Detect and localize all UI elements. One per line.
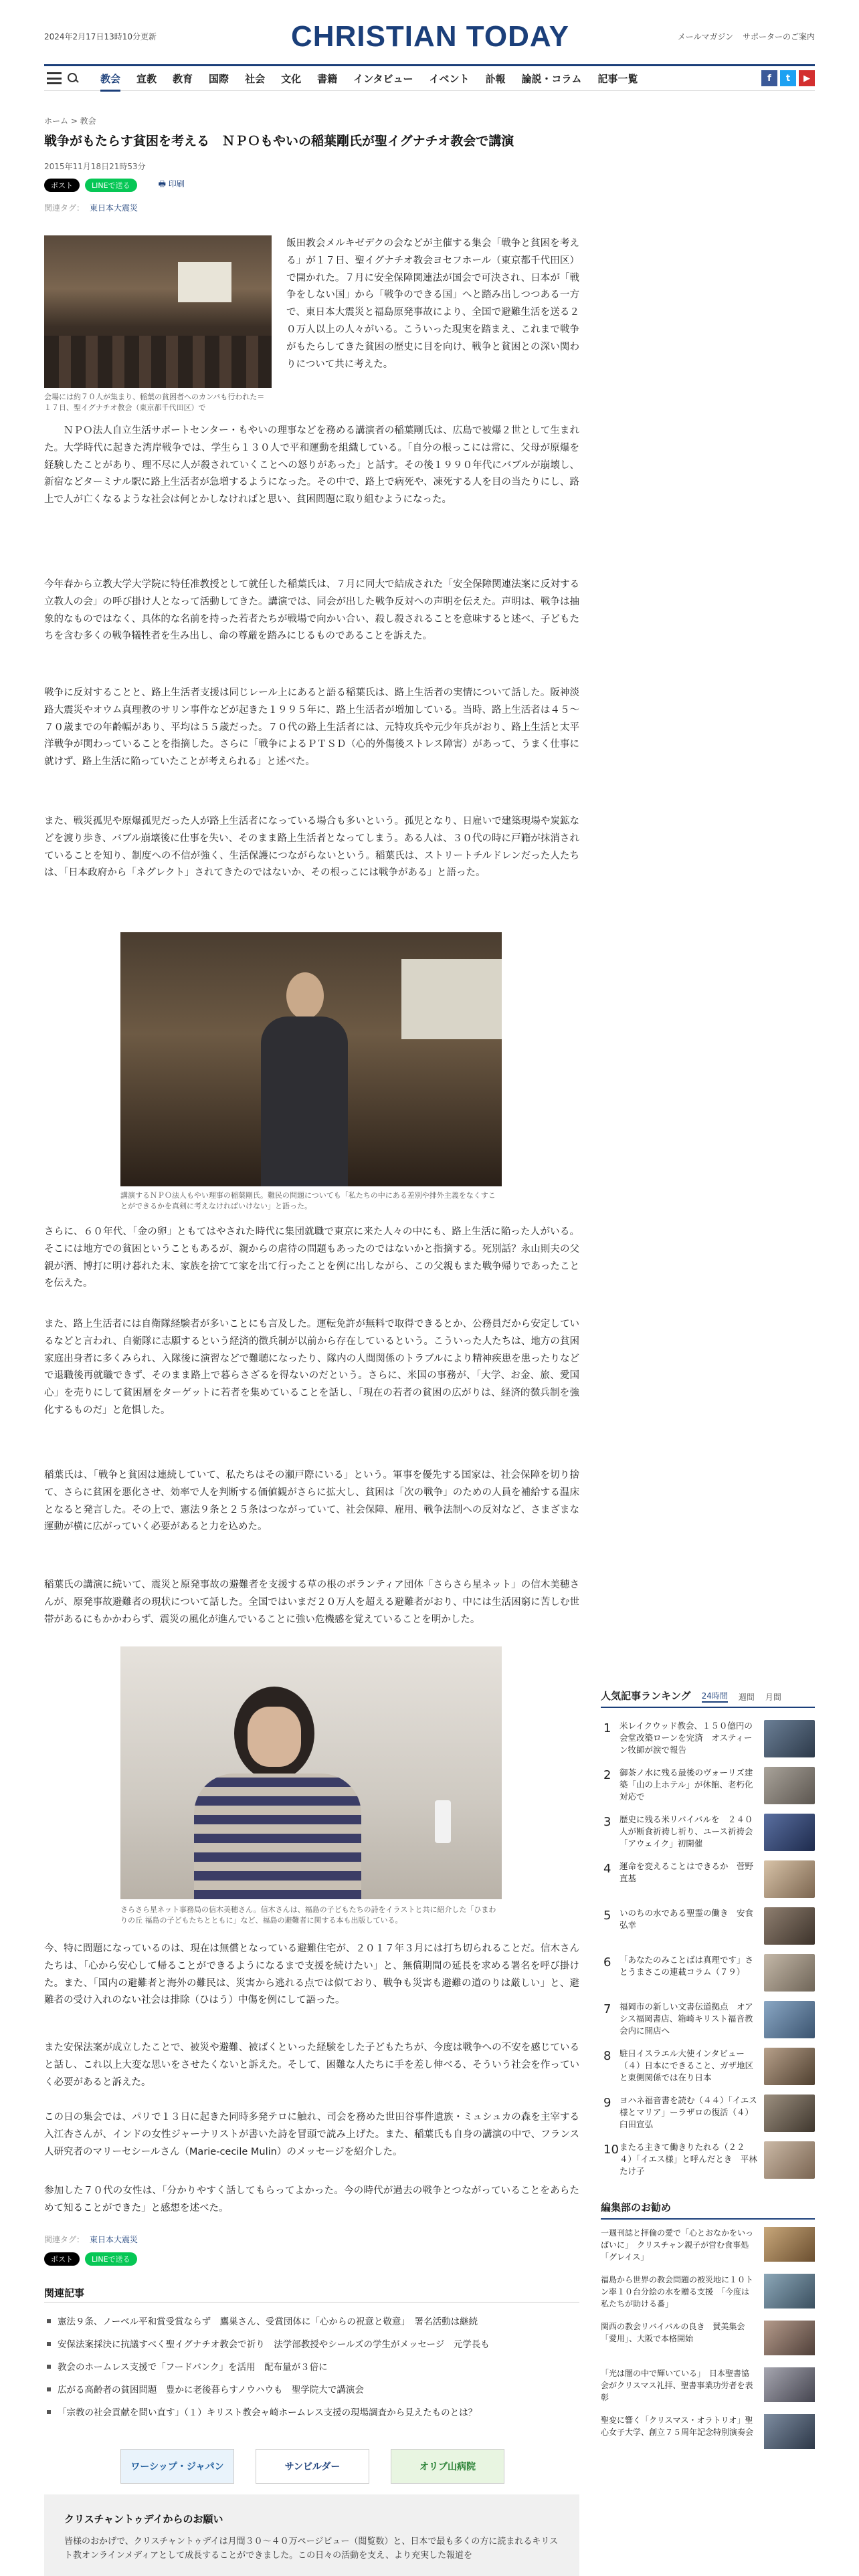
rank-number: 3 (603, 1815, 611, 1829)
main-nav (44, 64, 815, 91)
rank-thumbnail (764, 2001, 815, 2038)
tab-24h[interactable]: 24時間 (702, 1690, 728, 1703)
paragraph: 今、特に問題になっているのは、現在は無償となっている避難住宅が、２０１７年３月には打ち切られることだ。信木さんたちは、「心から安心して帰ることができるようになるまで支援を続けたい」と、無償期間の延長を求める署名を呼び掛けた。また、「国内の避難者と海外の難民は、災害から逃れる点では似ており、戦争も災害も避難の道のりは厳しい」と、避難者の受け入れのない社会は排除（ひはう）中傷を例にして語った。 (44, 1943, 579, 2006)
twitter-icon[interactable]: t (780, 70, 796, 86)
speaker2-sweater (194, 1774, 361, 1899)
recommend-thumbnail (764, 2274, 815, 2309)
rank-thumbnail (764, 1860, 815, 1898)
ad-banner[interactable]: ワーシップ・ジャパン (120, 2449, 234, 2484)
update-date: 2024年2月17日13時10分更新 (44, 32, 157, 41)
speaker2-face (248, 1707, 301, 1767)
projector-screen (178, 262, 231, 302)
recommend-item[interactable] (601, 2227, 815, 2267)
photo-caption: 会場には約７０人が集まり、稲葉の貧困者へのカンパも行われた＝１７日、聖イグナチオ教会（東京都千代田区）で (44, 393, 265, 412)
nav-item-column[interactable]: 論説・コラム (521, 72, 582, 85)
top-links (671, 31, 815, 42)
ranking-header (601, 1685, 815, 1708)
water-bottle (435, 1800, 451, 1843)
share-bar (44, 178, 185, 192)
appeal-body: 皆様のおかげで、クリスチャントゥデイは月間３０〜４０万ページビュー（閲覧数）と、日本で最も多くの方に読まれるキリスト教オンラインメディアとして成長することができました。この日々の活動を支え、より充実した報道を (64, 2537, 559, 2561)
tab-monthly[interactable]: 月間 (765, 1693, 781, 1702)
speaker-photo (120, 932, 502, 1186)
nav-item-interview[interactable]: インタビュー (353, 72, 413, 85)
nav-item-international[interactable]: 国際 (209, 72, 229, 85)
rank-title: いのちの水である聖霊の働き 安食弘幸 (619, 1908, 754, 1931)
menu-icon[interactable] (47, 72, 62, 84)
rank-number: 8 (603, 2049, 611, 2063)
rank-title: 歴史に残る米リバイバルを ２４０人が断食祈祷し祈り、ユース祈祷会「アウェイク」初開催 (619, 1814, 753, 1849)
nav-item-society[interactable]: 社会 (245, 72, 266, 85)
audience-photo (44, 235, 272, 388)
nav-item-mission[interactable]: 宣教 (136, 72, 157, 85)
rank-title: 運命を変えることはできるか 菅野直基 (619, 1861, 754, 1884)
ranking-item[interactable] (601, 2001, 815, 2042)
paragraph: 飯田教会メルキゼデクの会などが主催する集会「戦争と貧困を考える」が１７日、聖イグナチオ教会ヨセフホール（東京都千代田区）で開かれた。７月に安全保障関連法が国会で可決され、日本が「戦争をしない国」から「戦争のできる国」へと踏み出しつつある一方で、東日本大震災と福島原発事故により、全国で避難生活を送る２０万人以上の人々がいる。こういった現実を踏まえ、これまで戦争がもたらしてきた貧困の歴史に目を向け、戦争と貧困との深い関わりについて共に考えた。 (286, 238, 579, 370)
rank-thumbnail (764, 2048, 815, 2085)
ranking-item[interactable] (601, 1860, 815, 1902)
supporter-link[interactable]: サポーターのご案内 (742, 32, 815, 41)
rank-number: 6 (603, 1955, 611, 1969)
recommend-title: 「光は闇の中で輝いている」 日本聖書協会がクリスマス礼拝、聖書事業功労者を表彰 (601, 2369, 753, 2402)
rank-thumbnail (764, 1814, 815, 1851)
related-link[interactable]: 「宗教の社会貢献を問い直す」（１）キリスト教会ャ崎ホームレス支援の現場調査から見えたものとは？ (44, 2405, 579, 2418)
paragraph: 稲葉氏の講演に続いて、震災と原発事故の避難者を支援する草の根のボランティア団体「さらさら星ネット」の信木美穂さんが、原発事故避難者の現状について話した。全国ではいまだ２０万人を超える避難者がおり、中には生活困窮に苦しむ世帯があるにもかかわらず、震災の風化が進んでいることに強い危機感を覚えていることを明かした。 (44, 1580, 579, 1625)
rank-number: 9 (603, 2096, 611, 2110)
rank-number: 7 (603, 2002, 611, 2016)
related-link[interactable]: 教会のホームレス支援で「フードバンク」を活用 配布量が３倍に (44, 2359, 579, 2373)
paragraph: ＮＰＯ法人自立生活サポートセンター・もやいの理事などを務める講演者の稲葉剛氏は、広島で被爆２世として生まれた。大学時代に起きた湾岸戦争では、学生ら１３０人で平和運動を組織している。「自分の根っこには常に、父母が原爆を経験したことがあり、理不尽に人が殺されていくことへの怒りがあった」と話す。その後１９９０年代にバブルが崩壊し、新宿などターミナル駅に路上生活者が急増するようになった。その中で、路上で病死や、凍死する人を目の当たりにし、路上で人が亡くなるような社会は何とかしなければと思い、貧困問題に取り組むようになった。 (44, 425, 579, 506)
recommend-item[interactable] (601, 2367, 815, 2407)
rank-thumbnail (764, 1720, 815, 1757)
ranking-item[interactable] (601, 1814, 815, 1855)
photo-caption: 講演するＮＰＯ法人もやい理事の稲葉剛氏。難民の問題についても「私たちの中にある差別や排外主義をなくすことができるかを真剣に考えなければいけない」と語った。 (120, 1191, 496, 1210)
paragraph: この日の集会では、パリで１３日に起きた同時多発テロに触れ、司会を務めた世田谷事件遺族・ミュシュカの森を主宰する入江杏さんが、インドの女性ジャーナリストが書いた詩を冒頭で読み上げた。また、稲葉氏も自身の講演の中で、フランス人研究者のマリーセシールさん（Marie-cecile Mulin）のメッセージを紹介した。 (44, 2112, 579, 2157)
site-logo[interactable]: CHRISTIAN TODAY (291, 20, 569, 53)
ranking-item[interactable] (601, 1767, 815, 1808)
nav-item-event[interactable]: イベント (429, 72, 470, 85)
recommend-item[interactable] (601, 2321, 815, 2361)
speaker-head (286, 972, 324, 1019)
recommend-item[interactable] (601, 2414, 815, 2454)
social-links (761, 70, 815, 86)
appeal-heading: クリスチャントゥデイからのお願い (64, 2513, 223, 2525)
rank-number: 1 (603, 1721, 611, 1735)
ranking-item[interactable] (601, 1720, 815, 1761)
related-heading: 関連記事 (44, 2287, 85, 2299)
related-tags (44, 202, 138, 213)
recommend-title: 一週刊誌と拝倫の愛で「心とおなかをいっぱいに」 クリスチャン親子が営む食事処「グレイス」 (601, 2228, 754, 2262)
audience-rows (44, 336, 272, 388)
share-bar-bottom (44, 2252, 137, 2266)
photo-caption: さらさら星ネット事務局の信木美穂さん。信木さんは、福島の子どもたちの詩をイラストと共に紹介した「ひまわりの丘 福島の子どもたちとともに」など、福島の避難者に関する本も出版している。 (120, 1905, 496, 1925)
ad-banner[interactable]: オリブ山病院 (391, 2449, 504, 2484)
tag-label: 関連タグ： (44, 2235, 85, 2244)
speaker2-photo (120, 1646, 502, 1899)
paragraph: 戦争に反対することと、路上生活者支援は同じレール上にあると語る稲葉氏は、路上生活者の実情について話した。阪神淡路大震災やオウム真理教のサリン事件などが起きた１９９５年に、路上生活者が増加している。当時、路上生活者は４５〜７０歳までの年齢幅があり、平均は５５歳だった。７０代の路上生活者には、元特攻兵や元少年兵がおり、路上生活と太平洋戦争が関わっていることを指摘した。さらに「戦争によるＰＴＳＤ（心的外傷後ストレス障害）があって、うまく仕事に就けず、路上生活に陥っていたことが考えられる」と述べた。 (44, 687, 579, 768)
x-post-button[interactable]: ポスト (44, 2252, 80, 2266)
related-link[interactable]: 安保法案採決に抗議すべく聖イグナチオ教会で祈り 法学部教授やシールズの学生がメッセージ 元学長も (44, 2337, 579, 2350)
nav-item-all-articles[interactable]: 記事一覧 (597, 72, 638, 85)
recommend-title: 聖変に響く「クリスマス・オラトリオ」聖心女子大学、創立７５周年記念特別演奏会 (601, 2416, 754, 2437)
ranking-item[interactable] (601, 1907, 815, 1949)
print-label: 印刷 (168, 179, 185, 189)
paragraph: 稲葉氏は、「戦争と貧困は連続していて、私たちはその瀬戸際にいる」という。軍事を優先する国家は、社会保障を切り捨て、さらに貧困を悪化させ、効率で人を判断する価値観がさらに拡大し、貧困は「次の戦争」のための人員を補給する温床となると発言した。その上で、憲法９条と２５条はつながっていて、社会保障、雇用、戦争法制への反対など、さまざまな運動が横に広がっていく必要があると力を込めた。 (44, 1470, 579, 1533)
tag-label: 関連タグ： (44, 203, 85, 213)
nav-item-church[interactable]: 教会 (100, 72, 120, 92)
recommend-thumbnail (764, 2227, 815, 2262)
article-title: 戦争がもたらす貧困を考える ＮＰＯもやいの稲葉剛氏が聖イグナチオ教会で講演 (44, 134, 514, 148)
ranking-heading: 人気記事ランキング (601, 1690, 691, 1702)
rank-number: 10 (603, 2143, 619, 2157)
breadcrumb[interactable]: ホーム > 教会 (44, 116, 96, 126)
nav-item-education[interactable]: 教育 (173, 72, 193, 85)
x-post-button[interactable]: ポスト (44, 179, 80, 192)
ranking-item[interactable] (601, 2095, 815, 2136)
related-tags-bottom (44, 2234, 138, 2245)
ranking-item[interactable] (601, 2048, 815, 2089)
tab-weekly[interactable]: 週間 (738, 1693, 755, 1702)
ranking-item[interactable] (601, 2141, 815, 2183)
print-button[interactable]: 🖶 印刷 (158, 179, 185, 189)
top-bar (44, 20, 815, 60)
line-share-button[interactable]: LINEで送る (85, 179, 137, 192)
rank-title: 御茶ノ水に残る最後のヴォーリズ建築「山の上ホテル」が休館、老朽化対応で (619, 1767, 753, 1802)
rank-number: 5 (603, 1909, 611, 1923)
nav-item-obituary[interactable]: 訃報 (485, 72, 506, 85)
rank-title: 駐日イスラエル大使インタビュー（４）日本にできること、ガザ地区と東側関係では在り日本 (619, 2048, 754, 2083)
related-link[interactable]: 憲法９条、ノーベル平和賞受賞ならず 鷹巣さん、受賞団体に「心からの祝意と敬意」 署名活動は継続 (44, 2314, 579, 2327)
facebook-icon[interactable]: f (761, 70, 777, 86)
mail-magazine-link[interactable]: メールマガジン (677, 32, 734, 41)
search-icon[interactable] (67, 72, 79, 84)
rank-thumbnail (764, 1954, 815, 1992)
rank-number: 2 (603, 1768, 611, 1782)
recommend-thumbnail (764, 2367, 815, 2402)
paragraph: また、戦災孤児や原爆孤児だった人が路上生活者になっている場合も多いという。孤児となり、日雇いで建築現場や炭鉱などを渡り歩き、バブル崩壊後に仕事を失い、そのまま路上生活者となってしまう。ある人は、３０代の時に戸籍が抹消されていることを知り、制度への不信が強く、生活保護につながらないという。稲葉氏は、ストリートチルドレンだった人たちは、「日本政府から「ネグレクト」されてきたのではないか、その根っこには戦争がある」と語った。 (44, 816, 579, 879)
screen (401, 959, 502, 1039)
line-share-button[interactable]: LINEで送る (85, 2252, 137, 2266)
ranking-item[interactable] (601, 1954, 815, 1996)
donation-appeal (44, 2494, 579, 2576)
rank-number: 4 (603, 1862, 611, 1876)
tag-link[interactable]: 東日本大震災 (90, 203, 138, 213)
paragraph: また、路上生活者には自衛隊経験者が多いことにも言及した。運転免許が無料で取得できるとか、公務員だから安定しているなどと言われ、自衛隊に志願するという経済的徴兵制が以前から存在しているという。こういった人たちは、地方の貧困家庭出身者に多くみられ、入隊後に演習などで難聴になったり、隊内の人間関係のトラブルにより精神疾患を患ったりなどで退職後再就職できず、そのまま路上で暮らさざるを得ないのだという。さらに、米国の事務が、「大学、お金、旅、愛国心」を売りにして貧困層をターゲットに若者を集めていることを話し、「現在の若者の貧困の広がりは、経済的徴兵制を強化するものだ」と危惧した。 (44, 1319, 579, 1416)
paragraph: 参加した７０代の女性は、「分かりやすく話してもらってよかった。今の時代が過去の戦争とつながっていることをあらためて知ることができた」と感想を述べた。 (44, 2185, 579, 2214)
ad-banner[interactable]: サンビルダー (256, 2449, 369, 2484)
paragraph: また安保法案が成立したことで、被災や避難、被ばくといった経験をした子どもたちが、今度は戦争への不安を感じていると話し、これ以上大変な思いをさせたくないと訴えた。そして、困難な人たちに手を差し伸べる、そういう社会を作っていく必要があると訴えた。 (44, 2042, 579, 2088)
paragraph: 今年春から立教大学大学院に特任准教授として就任した稲葉氏は、７月に同大で結成された「安全保障関連法案に反対する立教人の会」の呼び掛け人となって活動してきた。講演では、同会が出した戦争反対への声明を伝えた。声明は、戦争は抽象的なものではなく、具体的な名前を持った若者たちが戦場で向かい合い、殺し殺されることを意味すると述べ、子どもたちを含む多くの戦争犠牲者を生み出し、命の尊厳を踏みにじるものであることを訴えた。 (44, 579, 579, 642)
tag-link[interactable]: 東日本大震災 (90, 2235, 138, 2244)
recommend-thumbnail (764, 2321, 815, 2355)
rank-title: ヨハネ福音書を読む（４４）「イエス様とマリア」ーラザロの復活（４） 臼田宣弘 (619, 2095, 758, 2130)
paragraph: さらに、６０年代、「金の卵」ともてはやされた時代に集団就職で東京に来た人々の中にも、路上生活に陥った人がいる。そこには地方での貧困ということもあるが、親からの虐待の問題もあったのではないかと指摘する。死別話？永山則夫の父親が酒、博打に明け暮れた末、家族を捨てて家を出て行ったことを例に出しながら、この父親もまた戦争帰りであったことを伝えた。 (44, 1226, 579, 1289)
recommend-title: 関西の教会リバイバルの良き 賛美集会「愛用」、大阪で本格開始 (601, 2322, 745, 2343)
rank-thumbnail (764, 1767, 815, 1804)
rank-title: またる主きて働きりたれる（２２４）「イエス様」と呼んだとき 平林たけ子 (619, 2142, 757, 2177)
article-date: 2015年11月18日21時53分 (44, 162, 146, 171)
recommend-thumbnail (764, 2414, 815, 2449)
recommend-title: 福島から世界の教会問題の被災地に１０トン率１０台分絵の水を贈る支援 「今度は私たちが助ける番」 (601, 2275, 754, 2309)
recommend-item[interactable] (601, 2274, 815, 2314)
youtube-icon[interactable]: ▶ (799, 70, 815, 86)
rank-title: 米レイクウッド教会、１５０億円の会堂改築ローンを完済 オスティーン牧師が涙で報告 (619, 1721, 753, 1755)
rank-thumbnail (764, 1907, 815, 1945)
rank-thumbnail (764, 2141, 815, 2179)
recommend-heading: 編集部のお勧め (601, 2200, 815, 2220)
rank-thumbnail (764, 2095, 815, 2132)
speaker-jacket (261, 1016, 348, 1186)
nav-item-culture[interactable]: 文化 (281, 72, 302, 85)
rank-title: 「あなたのみことばは真理です」さとうまさこの連載コラム（７９） (619, 1955, 754, 1977)
rank-title: 福岡市の新しい文書伝道拠点 オアシス福岡書店、箱崎キリスト福音教会内に開店へ (619, 2002, 753, 2036)
nav-item-books[interactable]: 書籍 (317, 72, 338, 85)
related-link[interactable]: 広がる高齢者の貧困問題 豊かに老後暮らすノウハウも 聖学院大で講演会 (44, 2382, 579, 2395)
